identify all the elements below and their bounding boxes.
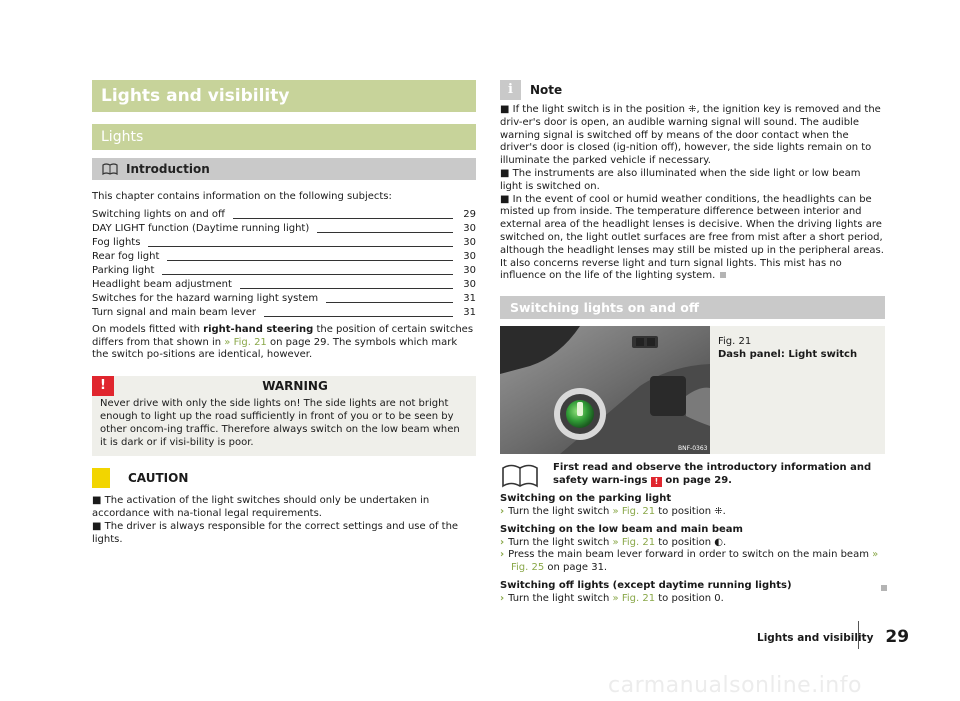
left-column	[92, 80, 476, 546]
chapter-title: Lights and visibility	[92, 80, 476, 112]
rhd-paragraph: On models fitted with right-hand steering the position of certain switches differs from that shown in » Fig. 21 on page 29. The symbols which mark the switch po-sitions are identical, however.	[92, 323, 474, 361]
end-mark-icon	[881, 585, 887, 591]
off-step: › Turn the light switch » Fig. 21 to position 0.	[500, 592, 724, 604]
toc-item[interactable]: Rear fog light 30	[92, 251, 476, 262]
off-block	[500, 580, 885, 606]
page-footer	[757, 628, 909, 646]
observe-row	[500, 462, 885, 488]
caution-item: ■ The driver is always responsible for the correct settings and use of the lights.	[92, 520, 459, 545]
caution-item: ■ The activation of the light switches should only be undertaken in accordance with na-tional legal requirements.	[92, 495, 430, 519]
beam-heading: Switching on the low beam and main beam	[500, 523, 743, 535]
arrow-icon: ›	[500, 592, 505, 604]
warning-icon: !	[92, 376, 114, 396]
figure-title: Dash panel: Light switch	[718, 348, 858, 360]
parking-block	[500, 493, 885, 519]
caution-body	[92, 495, 476, 546]
page-number: 29	[885, 627, 910, 647]
parking-heading: Switching on the parking light	[500, 493, 672, 505]
caution-header	[92, 468, 476, 488]
toc-item[interactable]: Headlight beam adjustment 30	[92, 279, 476, 290]
beam-step: › Press the main beam lever forward in order to switch on the main beam » Fig. 25 on page 31.	[500, 549, 879, 574]
toc-item[interactable]: Parking light 30	[92, 265, 476, 276]
note-header	[500, 80, 885, 100]
figure-number: Fig. 21	[718, 336, 752, 348]
toc-item[interactable]: Switches for the hazard warning light system 31	[92, 293, 476, 304]
arrow-icon: ›	[500, 536, 505, 548]
toc-item[interactable]: DAY LIGHT function (Daytime running light) 30	[92, 223, 476, 234]
beam-block	[500, 524, 885, 575]
book-icon	[102, 163, 118, 175]
intro-header	[92, 158, 476, 180]
fig-link[interactable]: » Fig. 25	[511, 549, 879, 574]
light-switch-photo	[500, 326, 710, 454]
caution-icon	[92, 468, 110, 488]
fig-link[interactable]: » Fig. 21	[612, 505, 656, 517]
toc-item[interactable]: Turn signal and main beam lever 31	[92, 307, 476, 318]
fig-link[interactable]: » Fig. 21	[612, 592, 656, 604]
toc-item[interactable]: Fog lights 30	[92, 237, 476, 248]
section-title: Lights	[92, 124, 476, 150]
observe-text: First read and observe the introductory information and safety warn-ings ! on page 29.	[553, 462, 872, 486]
book-icon	[500, 462, 540, 488]
caution-title: CAUTION	[128, 471, 189, 486]
warning-box	[92, 376, 476, 456]
warning-icon: !	[651, 477, 662, 487]
note-item: ■ The instruments are also illuminated when the side light or low beam light is switched on.	[500, 167, 861, 192]
toc-list	[92, 208, 476, 320]
note-title: Note	[530, 83, 563, 97]
arrow-icon: ›	[500, 549, 505, 561]
figure-box	[500, 326, 885, 454]
fig-link[interactable]: » Fig. 21	[224, 336, 267, 348]
warning-title: WARNING	[262, 379, 328, 394]
note-item: ■ In the event of cool or humid weather conditions, the headlights can be misted up from inside. The temperature difference between interior and external area of the headlight lenses is decisive. When the driving lights are switched on, the light outlet surfaces are free from mist after a short period, although the headlight lenses may still be misted up in the peripheral areas. It also concerns reverse light and turn signal lights. This mist has no influence on the life of the lighting system.	[500, 193, 884, 282]
sidelight-symbol-icon: ⁜	[688, 104, 697, 115]
off-heading: Switching off lights (except daytime running lights)	[500, 579, 792, 591]
parking-step: › Turn the light switch » Fig. 21 to position ⁜.	[500, 505, 726, 517]
arrow-icon: ›	[500, 505, 505, 517]
note-body	[500, 104, 885, 283]
intro-title: Introduction	[126, 162, 210, 176]
note-item: ■ If the light switch is in the position ⁜, the ignition key is removed and the driv-er's door is open, an audible warning signal will sound. The audible warning signal is switched off by means of the door contact when the driver's door is closed (ig-nition off), however, the side lights remain on to illuminate the parked vehicle if necessary.	[500, 104, 881, 167]
info-icon: i	[500, 80, 521, 100]
end-mark-icon	[720, 272, 726, 278]
figure-code: BNF-0363	[678, 445, 708, 453]
fig-link[interactable]: » Fig. 21	[612, 536, 656, 548]
footer-label: Lights and visibility	[757, 632, 874, 644]
intro-text: This chapter contains information on the following subjects:	[92, 191, 392, 202]
section-header: Switching lights on and off	[500, 296, 885, 319]
beam-step: › Turn the light switch » Fig. 21 to position ◐.	[500, 536, 727, 548]
right-column	[500, 80, 885, 606]
figure-caption	[718, 336, 857, 362]
watermark: carmanualsonline.info	[608, 673, 862, 698]
warning-text: Never drive with only the side lights on! The side lights are not bright enough to light up the road sufficiently in front of you or to be seen by other oncom-ing traffic. Therefore always switch on the low beam when it is dark or if visi-bility is poor.	[100, 398, 460, 448]
toc-item[interactable]: Switching lights on and off 29	[92, 209, 476, 220]
